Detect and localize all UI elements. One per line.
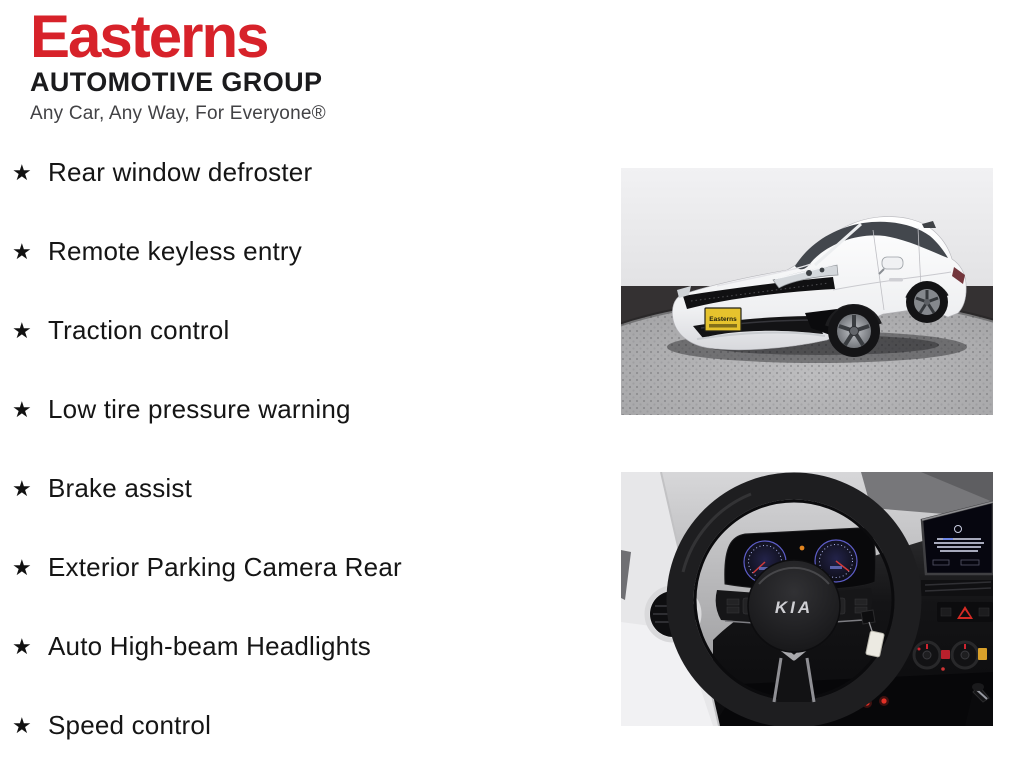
star-icon: ★ <box>12 554 32 580</box>
feature-label: Low tire pressure warning <box>48 394 351 424</box>
star-icon: ★ <box>12 396 32 422</box>
projector-lens <box>820 268 825 273</box>
kia-logo: KIA <box>774 598 814 617</box>
dealer-logo-tagline: Any Car, Any Way, For Everyone® <box>30 102 326 124</box>
vehicle-exterior-photo[interactable] <box>621 168 993 415</box>
dealer-logo <box>30 3 360 125</box>
license-plate-text: Easterns <box>709 316 737 323</box>
feature-label: Remote keyless entry <box>48 236 302 266</box>
rear-wheel <box>906 281 948 323</box>
feature-item <box>10 133 402 212</box>
feature-item <box>10 528 402 607</box>
star-icon: ★ <box>12 317 32 343</box>
feature-label: Exterior Parking Camera Rear <box>48 552 402 582</box>
feature-label: Rear window defroster <box>48 157 313 187</box>
feature-item <box>10 291 402 370</box>
star-icon: ★ <box>12 159 32 185</box>
feature-item <box>10 370 402 449</box>
feature-item <box>10 607 402 686</box>
feature-label: Speed control <box>48 710 212 740</box>
feature-label: Traction control <box>48 315 230 345</box>
center-air-vent <box>921 580 993 596</box>
warning-indicator <box>800 546 805 551</box>
door-handle <box>889 278 903 282</box>
vehicle-interior-photo[interactable] <box>621 472 993 726</box>
star-icon: ★ <box>12 712 32 738</box>
feature-item <box>10 686 402 765</box>
license-plate <box>705 308 741 331</box>
star-icon: ★ <box>12 475 32 501</box>
feature-item <box>10 449 402 528</box>
dealer-logo-subtitle: AUTOMOTIVE GROUP <box>30 67 323 98</box>
feature-label: Brake assist <box>48 473 193 503</box>
hazard-button <box>937 602 993 622</box>
dealer-logo-brand: Easterns <box>30 3 268 70</box>
climate-amber-button <box>978 648 987 660</box>
star-icon: ★ <box>12 633 32 659</box>
climate-red-button <box>941 650 950 659</box>
feature-label: Auto High-beam Headlights <box>48 631 371 661</box>
star-icon: ★ <box>12 238 32 264</box>
feature-list <box>10 133 402 765</box>
projector-lens <box>806 270 812 276</box>
feature-item <box>10 212 402 291</box>
